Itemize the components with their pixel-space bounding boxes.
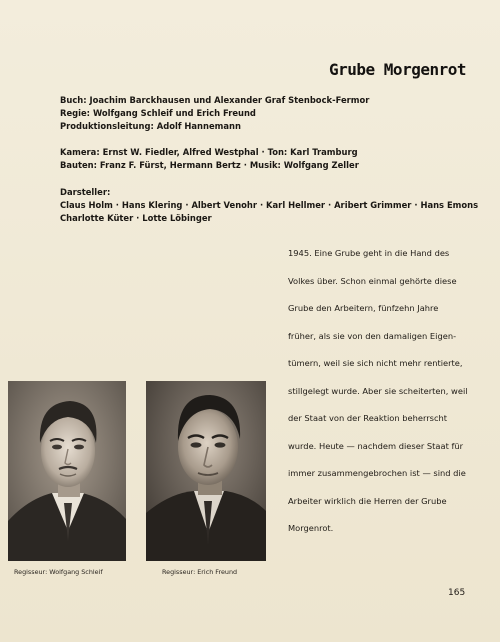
synopsis-line: wurde. Heute — nachdem dieser Staat für — [288, 440, 464, 451]
synopsis-line: stillgelegt wurde. Aber sie scheiterten, weil — [288, 385, 468, 396]
cast-heading: Darsteller: — [60, 187, 111, 197]
portrait-image — [8, 381, 126, 561]
portrait-photo-freund — [146, 381, 266, 561]
synopsis-line: tümern, weil sie sich nicht mehr rentierte, — [288, 358, 463, 368]
credit-line-direction: Regie: Wolfgang Schleif und Erich Freund — [60, 108, 256, 118]
synopsis-line: Arbeiter wirklich die Herren der Grube — [288, 495, 447, 506]
synopsis-line: Morgenrot. — [288, 523, 334, 533]
synopsis-line: der Staat von der Reaktion beherrscht — [288, 413, 448, 423]
cast-line: Charlotte Küter · Lotte Löbinger — [60, 213, 212, 223]
synopsis-line: früher, als sie von den damaligen Eigen- — [288, 330, 457, 341]
synopsis-line: Volkes über. Schon einmal gehörte diese — [288, 275, 457, 286]
portrait-image — [146, 381, 266, 561]
credits-production — [60, 94, 480, 133]
synopsis-text — [288, 240, 466, 543]
credits-cast — [60, 186, 480, 225]
synopsis-line: 1945. Eine Grube geht in die Hand des — [288, 248, 450, 258]
credit-line-sets: Bauten: Franz F. Fürst, Hermann Bertz · Musik: Wolfgang Zeller — [60, 160, 359, 170]
page-title: Grube Morgenrot — [329, 60, 466, 79]
credit-line-production: Produktionsleitung: Adolf Hannemann — [60, 121, 241, 131]
credit-line-book: Buch: Joachim Barckhausen und Alexander Graf Stenbock-Fermor — [60, 95, 370, 105]
cast-line: Claus Holm · Hans Klering · Albert Venohr · Karl Hellmer · Aribert Grimmer · Hans Emons — [60, 200, 479, 210]
page-number: 165 — [448, 588, 466, 598]
photo-caption: Regisseur: Erich Freund — [162, 568, 238, 576]
synopsis-line: immer zusammengebrochen ist — sind die — [288, 468, 466, 478]
credit-line-camera: Kamera: Ernst W. Fiedler, Alfred Westphal · Ton: Karl Tramburg — [60, 147, 358, 157]
credits-technical — [60, 146, 480, 172]
portrait-photo-schleif — [8, 381, 126, 561]
photo-caption: Regisseur: Wolfgang Schleif — [14, 568, 103, 576]
synopsis-line: Grube den Arbeitern, fünfzehn Jahre — [288, 303, 439, 313]
